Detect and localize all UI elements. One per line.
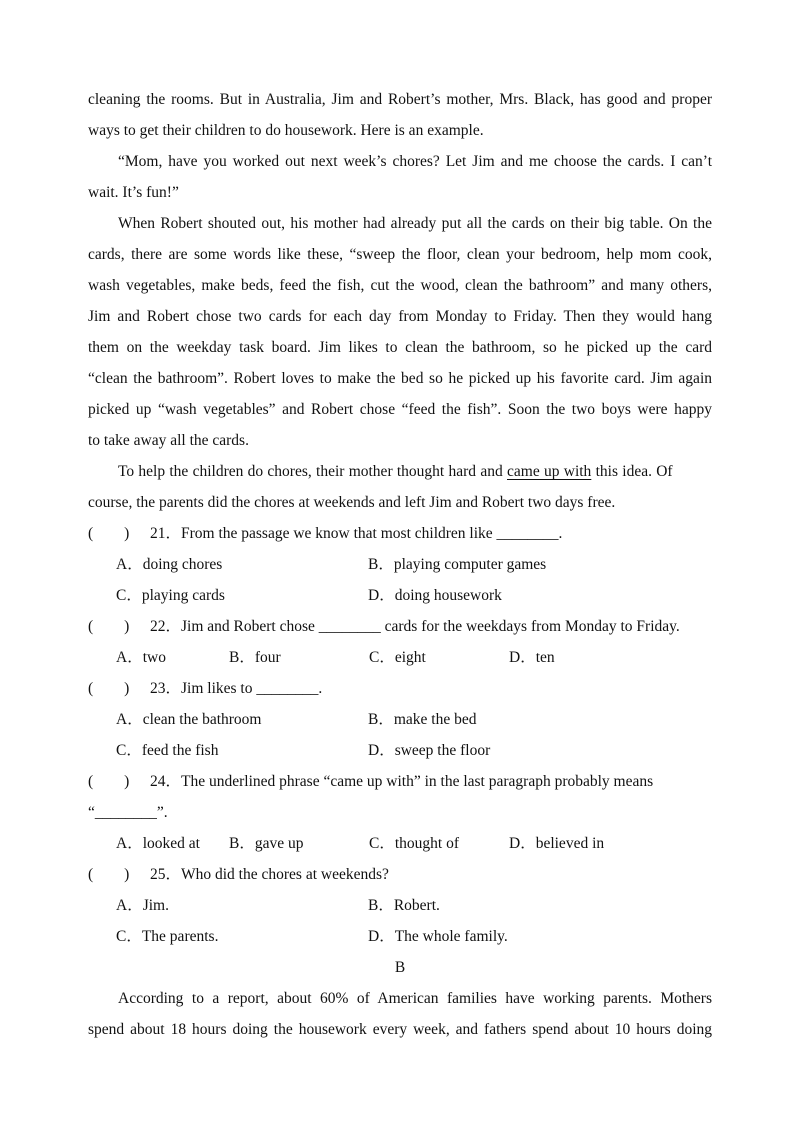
option-b[interactable]: B．gave up [229, 835, 304, 852]
question-24-continuation: “________”. [88, 804, 168, 821]
passage-a-line: picked up “wash vegetables” and Robert chose “feed the fish”. Soon the two boys were happy [88, 401, 712, 418]
page-content [88, 84, 712, 1045]
option-d[interactable]: D．doing housework [368, 587, 502, 604]
question-25-options [88, 921, 712, 952]
line-text: To help the children do chores, their mother thought hard and [118, 463, 507, 480]
answer-blank[interactable]: ( ) [88, 680, 130, 697]
passage-a-line-underlined [88, 456, 712, 487]
option-c[interactable]: C．The parents. [116, 928, 219, 945]
option-d[interactable]: D．believed in [509, 835, 605, 852]
option-b[interactable]: B．Robert. [368, 897, 440, 914]
answer-blank[interactable]: ( ) [88, 618, 130, 635]
question-23-options [88, 735, 712, 766]
question-21 [88, 518, 712, 549]
option-c[interactable]: C．feed the fish [116, 742, 219, 759]
passage-a-line: wash vegetables, make beds, feed the fish, cut the wood, clean the bathroom” and many others, [88, 277, 712, 294]
question-25 [88, 859, 712, 890]
section-b-line: According to a report, about 60% of American families have working parents. Mothers [118, 990, 712, 1007]
passage-a-line: ways to get their children to do housework. Here is an example. [88, 122, 484, 139]
option-c[interactable]: C．playing cards [116, 587, 225, 604]
option-b[interactable]: B．four [229, 649, 281, 666]
option-a[interactable]: A．clean the bathroom [116, 711, 262, 728]
passage-a-line: course, the parents did the chores at weekends and left Jim and Robert two days free. [88, 494, 616, 511]
answer-blank[interactable]: ( ) [88, 866, 130, 883]
question-stem: 25．Who did the chores at weekends? [150, 866, 389, 883]
question-22 [88, 611, 712, 642]
answer-blank[interactable]: ( ) [88, 773, 130, 790]
option-a[interactable]: A．two [116, 649, 166, 666]
question-21-options [88, 580, 712, 611]
question-24 [88, 766, 712, 797]
question-22-options [88, 642, 712, 673]
underlined-phrase: came up with [507, 463, 592, 480]
option-a[interactable]: A．doing chores [116, 556, 223, 573]
question-stem: 24．The underlined phrase “came up with” in the last paragraph probably means [150, 773, 654, 790]
option-d[interactable]: D．The whole family. [368, 928, 508, 945]
passage-a-line: to take away all the cards. [88, 432, 249, 449]
question-25-options [88, 890, 712, 921]
option-c[interactable]: C．thought of [369, 835, 459, 852]
line-text: this idea. Of [591, 463, 673, 480]
passage-a-line: “clean the bathroom”. Robert loves to make the bed so he picked up his favorite card. Jim again [88, 370, 712, 387]
option-c[interactable]: C．eight [369, 649, 426, 666]
passage-a-line: wait. It’s fun!” [88, 184, 179, 201]
option-d[interactable]: D．sweep the floor [368, 742, 491, 759]
question-23 [88, 673, 712, 704]
passage-a-line: cards, there are some words like these, “sweep the floor, clean your bedroom, help mom cook, [88, 246, 712, 263]
passage-a-line: Jim and Robert chose two cards for each day from Monday to Friday. Then they would hang [88, 308, 712, 325]
option-b[interactable]: B．make the bed [368, 711, 477, 728]
option-a[interactable]: A．Jim. [116, 897, 169, 914]
option-d[interactable]: D．ten [509, 649, 555, 666]
question-24-options [88, 828, 712, 859]
passage-a-line: cleaning the rooms. But in Australia, Jim and Robert’s mother, Mrs. Black, has good and proper [88, 91, 712, 108]
option-a[interactable]: A．looked at [116, 835, 200, 852]
section-b-heading: B [394, 959, 406, 976]
option-b[interactable]: B．playing computer games [368, 556, 547, 573]
section-b-line: spend about 18 hours doing the housework every week, and fathers spend about 10 hours doing [88, 1021, 712, 1038]
question-stem: 23．Jim likes to ________. [150, 680, 323, 697]
answer-blank[interactable]: ( ) [88, 525, 130, 542]
passage-a-line: When Robert shouted out, his mother had already put all the cards on their big table. On the [118, 215, 712, 232]
passage-a-line: “Mom, have you worked out next week’s chores? Let Jim and me choose the cards. I can’t [118, 153, 712, 170]
question-21-options [88, 549, 712, 580]
question-23-options [88, 704, 712, 735]
passage-a-line: them on the weekday task board. Jim likes to clean the bathroom, so he picked up the card [88, 339, 712, 356]
question-stem: 22．Jim and Robert chose ________ cards for the weekdays from Monday to Friday. [150, 618, 680, 635]
question-stem: 21．From the passage we know that most children like ________. [150, 525, 563, 542]
